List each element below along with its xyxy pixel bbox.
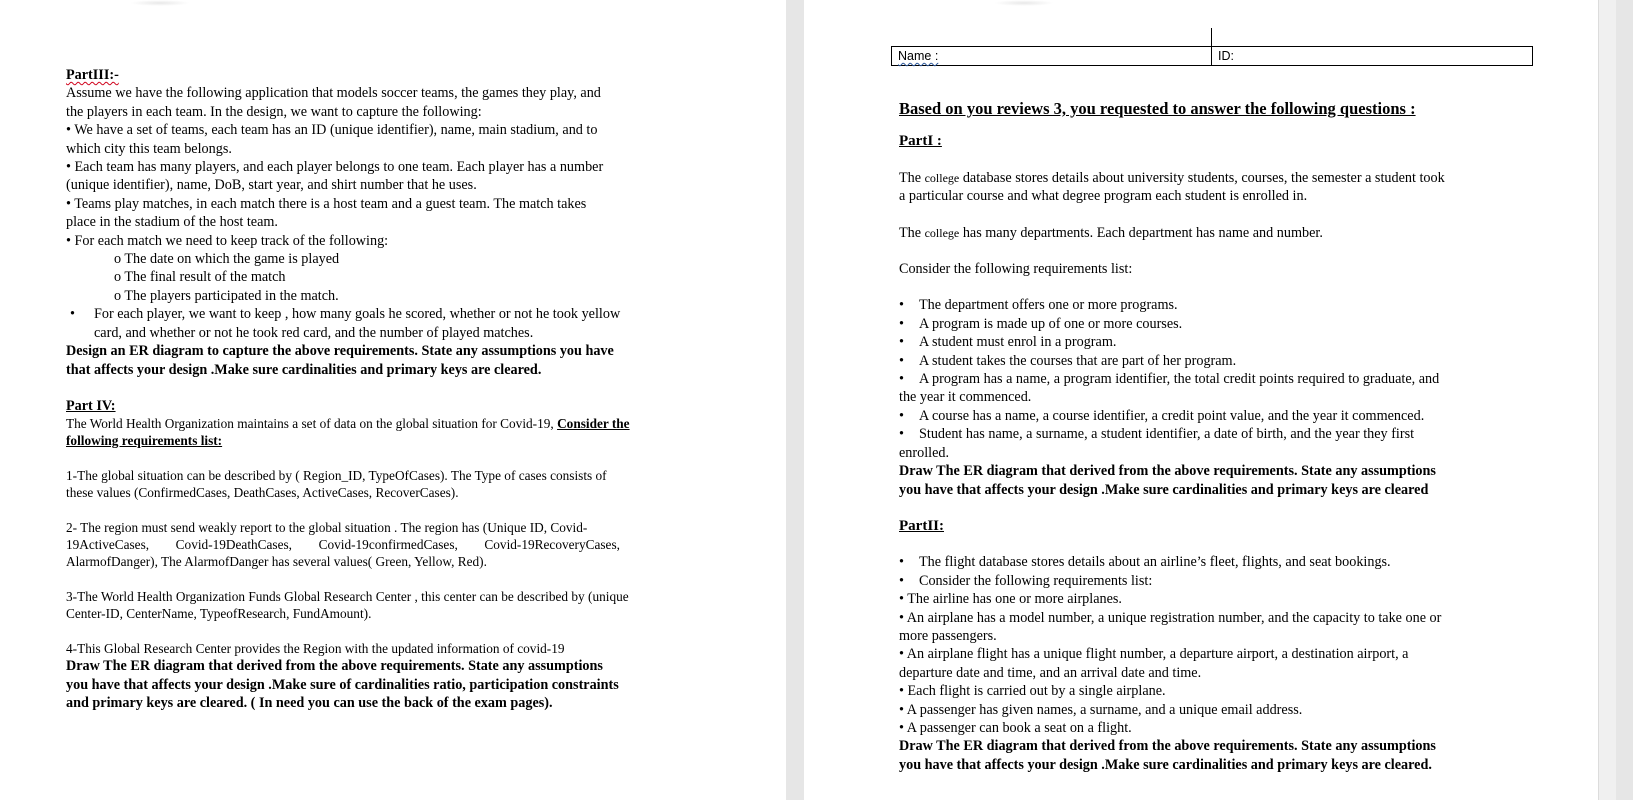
part3-bullet1-line2: which city this team belongs. xyxy=(66,140,232,157)
list-item: • A program has a name, a program identifier, the total credit points required to graduate, and xyxy=(899,371,1440,388)
part4-req1-line2: these values (ConfirmedCases, DeathCases, ActiveCases, RecoverCases). xyxy=(66,485,459,501)
part4-task-line3: and primary keys are cleared. ( In need you can use the back of the exam pages). xyxy=(66,695,553,712)
part3-intro-line2: the players in each team. In the design, we want to capture the following: xyxy=(66,103,482,120)
part3-bullet5 xyxy=(66,305,692,342)
part3-intro-line1: Assume we have the following application that models soccer teams, the games they play, and xyxy=(66,85,601,102)
part3-task-line2: that affects your design .Make sure cardinalities and primary keys are cleared. xyxy=(66,361,542,378)
document-page-right xyxy=(804,0,1616,800)
part2-bullet6: • A passenger can book a seat on a flight. xyxy=(899,719,1132,736)
list-item: • A course has a name, a course identifier, a credit point value, and the year it commenced. xyxy=(899,407,1425,424)
list-item: • Consider the following requirements list: xyxy=(899,572,1153,589)
part3-bullet5-line2: card, and whether or not he took red card, and the number of played matches. xyxy=(94,324,534,341)
part2-bullet2-line2: more passengers. xyxy=(899,627,997,644)
part4-task-line1: Draw The ER diagram that derived from the above requirements. State any assumptions xyxy=(66,658,603,675)
part1-para3: Consider the following requirements list: xyxy=(899,261,1133,278)
list-item: • A program is made up of one or more courses. xyxy=(899,315,1183,332)
part2-bullet3-line2: departure date and time, and an arrival date and time. xyxy=(899,664,1202,681)
part3-bullet2-line2: (unique identifier), name, DoB, start year, and shirt number that he uses. xyxy=(66,177,477,194)
part1-para1-line2: a particular course and what degree program each student is enrolled in. xyxy=(899,188,1308,205)
left-page-content xyxy=(66,66,692,713)
part1-task-line1: Draw The ER diagram that derived from the above requirements. State any assumptions xyxy=(899,463,1436,480)
list-item: • Student has name, a surname, a student identifier, a date of birth, and the year they first xyxy=(899,426,1415,443)
part2-title: PartII: xyxy=(899,517,944,534)
part3-subitem-date: o The date on which the game is played xyxy=(114,251,340,268)
part3-subitem-players: o The players participated in the match. xyxy=(114,287,339,304)
document-page-left xyxy=(0,0,786,800)
part1-title: PartI : xyxy=(899,133,942,150)
part4-title: Part IV: xyxy=(66,397,116,414)
part4-req2-line3: AlarmofDanger), The AlarmofDanger has several values( Green, Yellow, Red). xyxy=(66,554,487,570)
part3-bullet3-line1: • Teams play matches, in each match there is a host team and a guest team. The match takes xyxy=(66,195,587,212)
page-heading: Based on you reviews 3, you requested to answer the following questions : xyxy=(899,99,1416,118)
part4-task-line2: you have that affects your design .Make sure of cardinalities ratio, participation constraints xyxy=(66,676,619,693)
vertical-scrollbar[interactable] xyxy=(1598,0,1616,800)
list-item-continuation: the year it commenced. xyxy=(899,389,1032,406)
part2-bullet2-line1: • An airplane has a model number, a unique registration number, and the capacity to take one or xyxy=(899,609,1442,626)
part1-para2: The college has many departments. Each department has name and number. xyxy=(899,224,1323,241)
list-item: • A student must enrol in a program. xyxy=(899,334,1117,351)
page-top-shadow xyxy=(130,0,190,6)
part3-bullet4: • For each match we need to keep track of the following: xyxy=(66,232,389,249)
part3-subitem-result: o The final result of the match xyxy=(114,269,286,286)
name-id-table xyxy=(891,46,1533,66)
page-top-shadow xyxy=(994,0,1054,6)
part4-req1-line1: 1-The global situation can be described by ( Region_ID, TypeOfCases). The Type of cases consists of xyxy=(66,468,607,484)
part2-bullet3-line1: • An airplane flight has a unique flight number, a departure airport, a destination airport, a xyxy=(899,646,1409,663)
bullet-mark: • xyxy=(70,306,75,323)
part3-title: PartIII:- xyxy=(66,67,119,83)
part1-para1-line1: The college database stores details about university students, courses, the semester a student took xyxy=(899,169,1445,186)
part4-intro-line2: following requirements list: xyxy=(66,433,223,449)
part4-req3-line2: Center-ID, CenterName, TypeofResearch, FundAmount). xyxy=(66,606,372,622)
part4-req2-line2: 19ActiveCases, Covid-19DeathCases, Covid-19confirmedCases, Covid-19RecoveryCases, xyxy=(66,537,620,553)
table-border-tick xyxy=(1211,28,1212,46)
part3-bullet5-line1: For each player, we want to keep , how many goals he scored, whether or not he took yellow xyxy=(94,306,621,323)
list-item-continuation: enrolled. xyxy=(899,444,950,461)
part2-bullet4: • Each flight is carried out by a single airplane. xyxy=(899,683,1166,700)
part1-task-line2: you have that affects your design .Make sure cardinalities and primary keys are cleared xyxy=(899,481,1429,498)
part2-task-line2: you have that affects your design .Make sure cardinalities and primary keys are cleared. xyxy=(899,756,1432,773)
right-page-content xyxy=(899,100,1519,774)
list-item: • The flight database stores details about an airline’s fleet, flights, and seat bookings. xyxy=(899,554,1391,571)
id-cell[interactable]: ID: xyxy=(1218,49,1234,63)
list-item: • A student takes the courses that are part of her program. xyxy=(899,352,1237,369)
part4-intro-line1: The World Health Organization maintains a set of data on the global situation for Covid-19, Consider the xyxy=(66,416,630,432)
part2-task-line1: Draw The ER diagram that derived from the above requirements. State any assumptions xyxy=(899,738,1436,755)
part3-bullet2-line1: • Each team has many players, and each player belongs to one team. Each player has a number xyxy=(66,159,604,176)
list-item: • The department offers one or more programs. xyxy=(899,297,1178,314)
part2-bullet1: • The airline has one or more airplanes. xyxy=(899,591,1122,608)
part4-req3-line1: 3-The World Health Organization Funds Global Research Center , this center can be described by (unique xyxy=(66,589,629,605)
part3-bullet1-line1: • We have a set of teams, each team has an ID (unique identifier), name, main stadium, and to xyxy=(66,122,598,139)
part3-task-line1: Design an ER diagram to capture the above requirements. State any assumptions you have xyxy=(66,343,614,360)
part4-req4: 4-This Global Research Center provides the Region with the updated information of covid-19 xyxy=(66,641,565,657)
part2-bullet5: • A passenger has given names, a surname, and a unique email address. xyxy=(899,701,1303,718)
part3-bullet3-line2: place in the stadium of the host team. xyxy=(66,214,278,231)
name-cell[interactable]: Name : xyxy=(892,47,1212,65)
part4-req2-line1: 2- The region must send weakly report to the global situation . The region has (Unique ID, Covid- xyxy=(66,520,588,536)
